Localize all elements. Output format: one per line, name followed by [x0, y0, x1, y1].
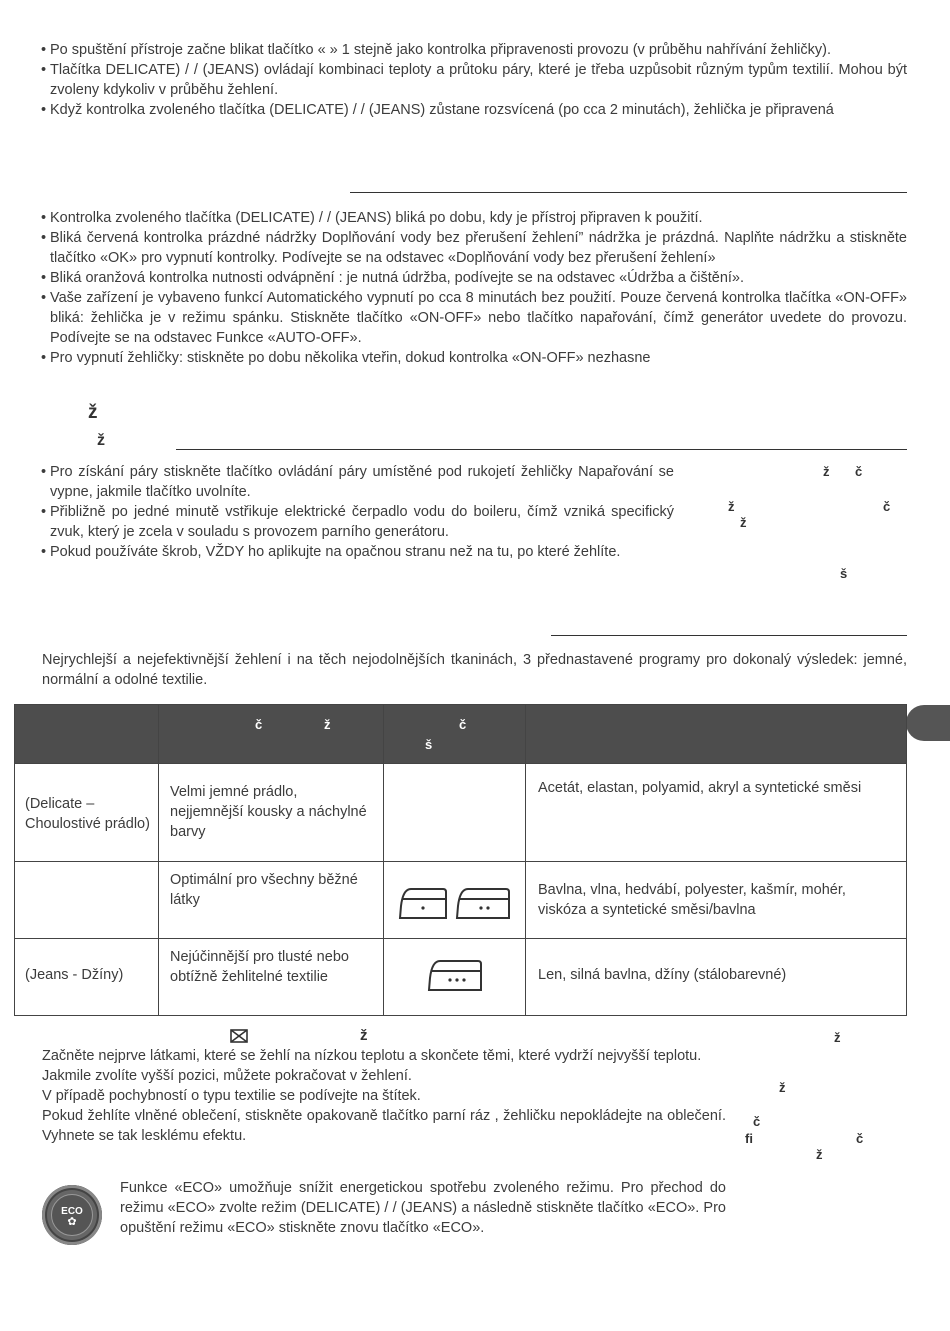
program-icon-cell — [384, 862, 526, 939]
status-bullet: • Vaše zařízení je vybaveno funkcí Automatického vypnutí po cca 8 minutách bez použití. Pouze červená kontrolka tlačítka «ON-OFF» bliká: žehlička je v režimu spánku. Stiskněte tlačítko «ON-OFF» nebo tlačítko napařování, čímž generátor uvedete do provozu. Podívejte se na odstavec Funkce «AUTO-OFF». — [41, 288, 907, 348]
side-glyph: ž — [740, 515, 747, 530]
steam-bullet: • Pro získání páry stiskněte tlačítko ovládání páry umístěné pod rukojetí žehličky Napařování se vypne, jakmile tlačítko uvolníte. — [41, 462, 674, 502]
table-row — [15, 939, 907, 1016]
side-glyph: č — [855, 464, 863, 479]
header-glyph: č — [255, 717, 263, 732]
tip-paragraph: Pokud žehlíte vlněné oblečení, stiskněte opakovaně tlačítko parní ráz , žehličku nepokládejte na oblečení. Vyhnete se tak lesklému efektu. — [42, 1108, 726, 1144]
tip-paragraph: Jakmile zvolíte vyšší pozici, můžete pokračovat v žehlení. — [42, 1068, 412, 1084]
side-glyph: ž — [834, 1030, 841, 1045]
program-fabrics: Len, silná bavlna, džíny (stálobarevné) — [526, 939, 907, 1016]
eco-text: Funkce «ECO» umožňuje snížit energetickou spotřebu zvoleného režimu. Pro přechod do režimu «ECO» zvolte režim (DELICATE) / / (JEANS) a následně stiskněte tlačítko «ECO». Pro opuštění režimu «ECO» stiskněte znovu tlačítko «ECO». — [120, 1180, 726, 1236]
header-glyph: š — [425, 737, 433, 752]
tip-paragraph: V případě pochybností o typu textilie se podívejte na štítek. — [42, 1088, 421, 1104]
side-glyph: ž — [728, 499, 735, 514]
heading-glyph: ž — [88, 402, 98, 423]
header-cell — [526, 705, 907, 764]
program-description: Optimální pro všechny běžné látky — [159, 862, 384, 939]
program-description: Nejúčinnější pro tlusté nebo obtížně žehlitelné textilie — [159, 939, 384, 1016]
side-glyph: č — [856, 1131, 864, 1146]
eco-icon-inner — [51, 1194, 93, 1236]
no-steam-icon — [230, 1029, 248, 1043]
side-glyph: ž — [823, 464, 830, 479]
intro-list — [41, 40, 907, 120]
programs-table — [14, 704, 907, 1016]
program-name — [15, 862, 159, 939]
program-name: (Jeans - Džíny) — [15, 939, 159, 1016]
steam-list — [41, 462, 674, 562]
program-icon-cell — [384, 939, 526, 1016]
status-list — [41, 208, 907, 368]
iron-3-dots-icon — [426, 958, 484, 992]
status-bullet: • Bliká červená kontrolka prázdné nádržky Doplňování vody bez přerušení žehlení” nádržka je prázdná. Naplňte nádržku a stiskněte tlačítko «OK» pro vypnutí kontrolky. Podívejte se na odstavec «Doplňování vody bez přerušení žehlení» — [41, 228, 907, 268]
status-bullet: • Bliká oranžová kontrolka nutnosti odvápnění : je nutná údržba, podívejte se na odstavec «Údržba a čištění». — [41, 268, 907, 288]
side-glyph: fi — [745, 1131, 753, 1146]
program-name: (Delicate – Choulostivé prádlo) — [15, 764, 159, 862]
header-cell — [159, 705, 384, 764]
section-rule — [176, 449, 907, 450]
status-bullet: • Pro vypnutí žehličky: stiskněte po dobu několika vteřin, dokud kontrolka «ON-OFF» nezhasne — [41, 348, 907, 368]
leaf-icon: ✿ — [67, 1216, 77, 1228]
program-icon-cell — [384, 764, 526, 862]
iron-1-dot-icon — [397, 886, 449, 920]
iron-2-dots-icon — [454, 886, 512, 920]
program-fabrics: Bavlna, vlna, hedvábí, polyester, kašmír, mohér, viskóza a syntetické směsi/bavlna — [526, 862, 907, 939]
status-bullet: • Kontrolka zvoleného tlačítka (DELICATE) / / (JEANS) bliká po dobu, kdy je přístroj připraven k použití. — [41, 208, 907, 228]
table-row — [15, 764, 907, 862]
table-header-row — [15, 705, 907, 764]
program-fabrics: Acetát, elastan, polyamid, akryl a syntetické směsi — [526, 764, 907, 862]
header-glyph: ž — [324, 717, 331, 732]
side-glyph: č — [753, 1114, 761, 1129]
header-glyph: č — [459, 717, 467, 732]
intro-bullet: • Když kontrolka zvoleného tlačítka (DELICATE) / / (JEANS) zůstane rozsvícená (po cca 2 minutách), žehlička je připravená — [41, 100, 907, 120]
section-rule — [551, 635, 907, 636]
header-cell — [384, 705, 526, 764]
side-glyph: č — [883, 499, 891, 514]
heading-glyph: ž — [360, 1027, 368, 1044]
tips-text — [42, 1046, 726, 1146]
eco-icon-label: ECO — [61, 1206, 83, 1217]
side-glyph: ž — [779, 1080, 786, 1095]
header-cell — [15, 705, 159, 764]
tip-paragraph: Začněte nejprve látkami, které se žehlí na nízkou teplotu a skončete těmi, které vydrží nejvyšší teplotu. — [42, 1048, 702, 1064]
program-description: Velmi jemné prádlo, nejjemnější kousky a náchylné barvy — [159, 764, 384, 862]
table-row — [15, 862, 907, 939]
side-glyph: ž — [816, 1147, 823, 1162]
heading-glyph: ž — [97, 432, 105, 449]
section-rule — [350, 192, 907, 193]
intro-bullet: • Tlačítka DELICATE) / / (JEANS) ovládají kombinaci teploty a průtoku páry, které je třeba uzpůsobit různým typům textilií. Mohou být zvoleny kdykoliv v průběhu žehlení. — [41, 60, 907, 100]
steam-bullet: • Přibližně po jedné minutě vstřikuje elektrické čerpadlo vodu do boileru, čímž vzniká specifický zvuk, který je zcela v souladu s provozem parního generátoru. — [41, 502, 674, 542]
intro-bullet: • Po spuštění přístroje začne blikat tlačítko « » 1 stejně jako kontrolka připravenosti provozu (v průběhu nahřívání žehličky). — [41, 40, 907, 60]
programs-intro: Nejrychlejší a nejefektivnější žehlení i na těch nejodolnějších tkaninách, 3 přednastavené programy pro dokonalý výsledek: jemné, normální a odolné textilie. — [42, 652, 907, 688]
page-tab-marker — [906, 705, 950, 741]
side-glyph: š — [840, 566, 848, 581]
steam-bullet: • Pokud používáte škrob, VŽDY ho aplikujte na opačnou stranu než na tu, po které žehlíte. — [41, 542, 674, 562]
eco-icon — [42, 1185, 102, 1245]
